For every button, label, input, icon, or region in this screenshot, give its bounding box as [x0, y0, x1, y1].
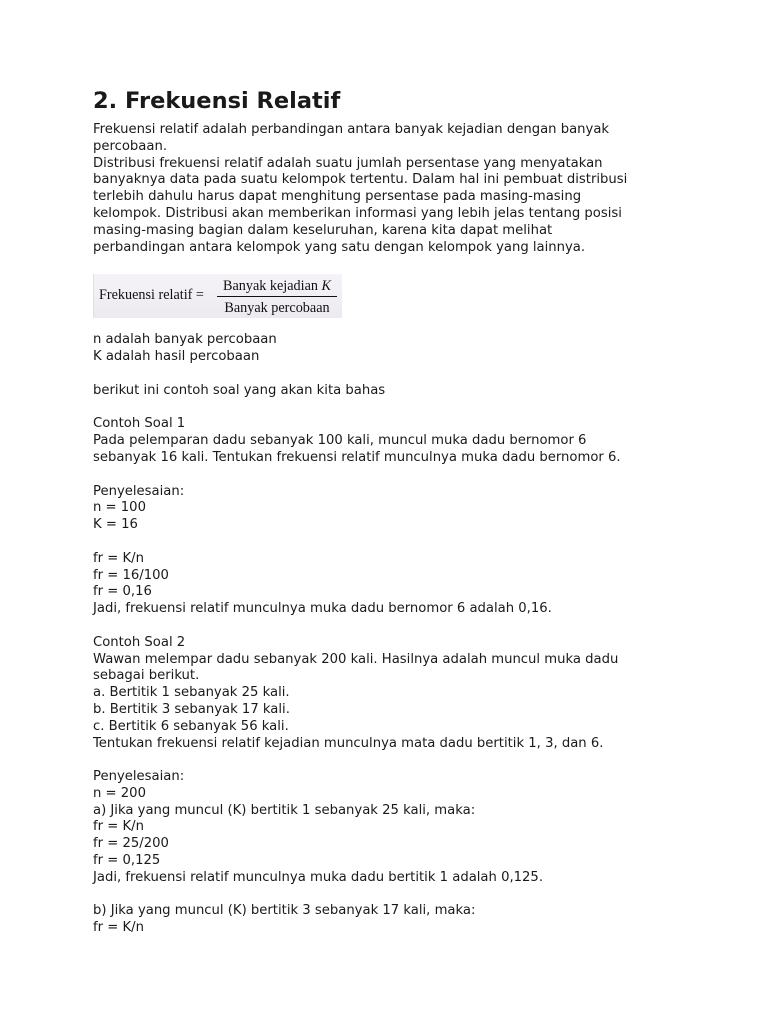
body-text [93, 332, 683, 937]
text-line: K adalah hasil percobaan [93, 349, 260, 365]
text-line: n = 200 [93, 785, 146, 801]
text-line: fr = K/n [93, 550, 144, 566]
text-line: fr = 0,125 [93, 853, 161, 869]
formula-image [93, 274, 342, 318]
section-heading: 2. Frekuensi Relatif [93, 88, 341, 114]
text-line: perbandingan antara kelompok yang satu dengan kelompok yang lainnya. [93, 239, 586, 255]
fraction-bar [217, 296, 337, 297]
text-line: fr = K/n [93, 920, 144, 936]
numerator-words: Banyak kejadian [223, 278, 322, 295]
blank-line [93, 467, 683, 484]
text-line: sebanyak 16 kali. Tentukan frekuensi relatif munculnya muka dadu bernomor 6. [93, 449, 621, 465]
text-line: Tentukan frekuensi relatif kejadian munculnya mata dadu bertitik 1, 3, dan 6. [93, 735, 604, 751]
blank-line [93, 366, 683, 383]
text-line: n adalah banyak percobaan [93, 332, 277, 348]
formula-denominator: Banyak percobaan [224, 300, 330, 317]
text-line: b) Jika yang muncul (K) bertitik 3 sebanyak 17 kali, maka: [93, 903, 476, 919]
blank-line [93, 400, 683, 417]
document-page [93, 86, 683, 937]
text-line: Wawan melempar dadu sebanyak 200 kali. Hasilnya adalah muncul muka dadu [93, 651, 619, 667]
text-line: c. Bertitik 6 sebanyak 56 kali. [93, 718, 289, 734]
text-line: Distribusi frekuensi relatif adalah suatu jumlah persentase yang menyatakan [93, 155, 603, 171]
text-line: Contoh Soal 1 [93, 416, 186, 432]
blank-line [93, 887, 683, 904]
text-line: kelompok. Distribusi akan memberikan informasi yang lebih jelas tentang posisi [93, 205, 622, 221]
text-line: fr = 16/100 [93, 567, 169, 583]
text-line: berikut ini contoh soal yang akan kita bahas [93, 382, 386, 398]
text-line: a. Bertitik 1 sebanyak 25 kali. [93, 685, 290, 701]
text-line: Penyelesaian: [93, 483, 185, 499]
numerator-text [223, 278, 331, 294]
text-line: terlebih dahulu harus dapat menghitung persentase pada masing-masing [93, 189, 582, 205]
text-line: Jadi, frekuensi relatif munculnya muka dadu bernomor 6 adalah 0,16. [93, 601, 552, 617]
text-line: Pada pelemparan dadu sebanyak 100 kali, muncul muka dadu bernomor 6 [93, 433, 587, 449]
text-line: Frekuensi relatif adalah perbandingan antara banyak kejadian dengan banyak [93, 122, 610, 137]
text-line: percobaan. [93, 138, 168, 154]
text-line: Contoh Soal 2 [93, 634, 186, 650]
text-line: n = 100 [93, 500, 146, 516]
text-line: fr = 0,16 [93, 584, 152, 600]
text-line: banyaknya data pada suatu kelompok tertentu. Dalam hal ini pembuat distribusi [93, 172, 628, 188]
text-line: fr = K/n [93, 819, 144, 835]
numerator-variable: K [321, 278, 331, 295]
text-line: sebagai berikut. [93, 668, 200, 684]
text-line: b. Bertitik 3 sebanyak 17 kali. [93, 701, 290, 717]
formula-numerator [217, 277, 337, 295]
text-line: fr = 25/200 [93, 836, 169, 852]
blank-line [93, 534, 683, 551]
intro-paragraph [93, 122, 683, 256]
text-line: a) Jika yang muncul (K) bertitik 1 sebanyak 25 kali, maka: [93, 802, 476, 818]
text-line: Jadi, frekuensi relatif munculnya muka dadu bertitik 1 adalah 0,125. [93, 869, 544, 885]
formula-lhs: Frekuensi relatif = [99, 287, 204, 304]
formula-fraction [217, 277, 337, 317]
blank-line [93, 618, 683, 635]
blank-line [93, 752, 683, 769]
text-line: K = 16 [93, 517, 138, 533]
text-line: masing-masing bagian dalam keseluruhan, karena kita dapat melihat [93, 222, 553, 238]
text-line: Penyelesaian: [93, 769, 185, 785]
